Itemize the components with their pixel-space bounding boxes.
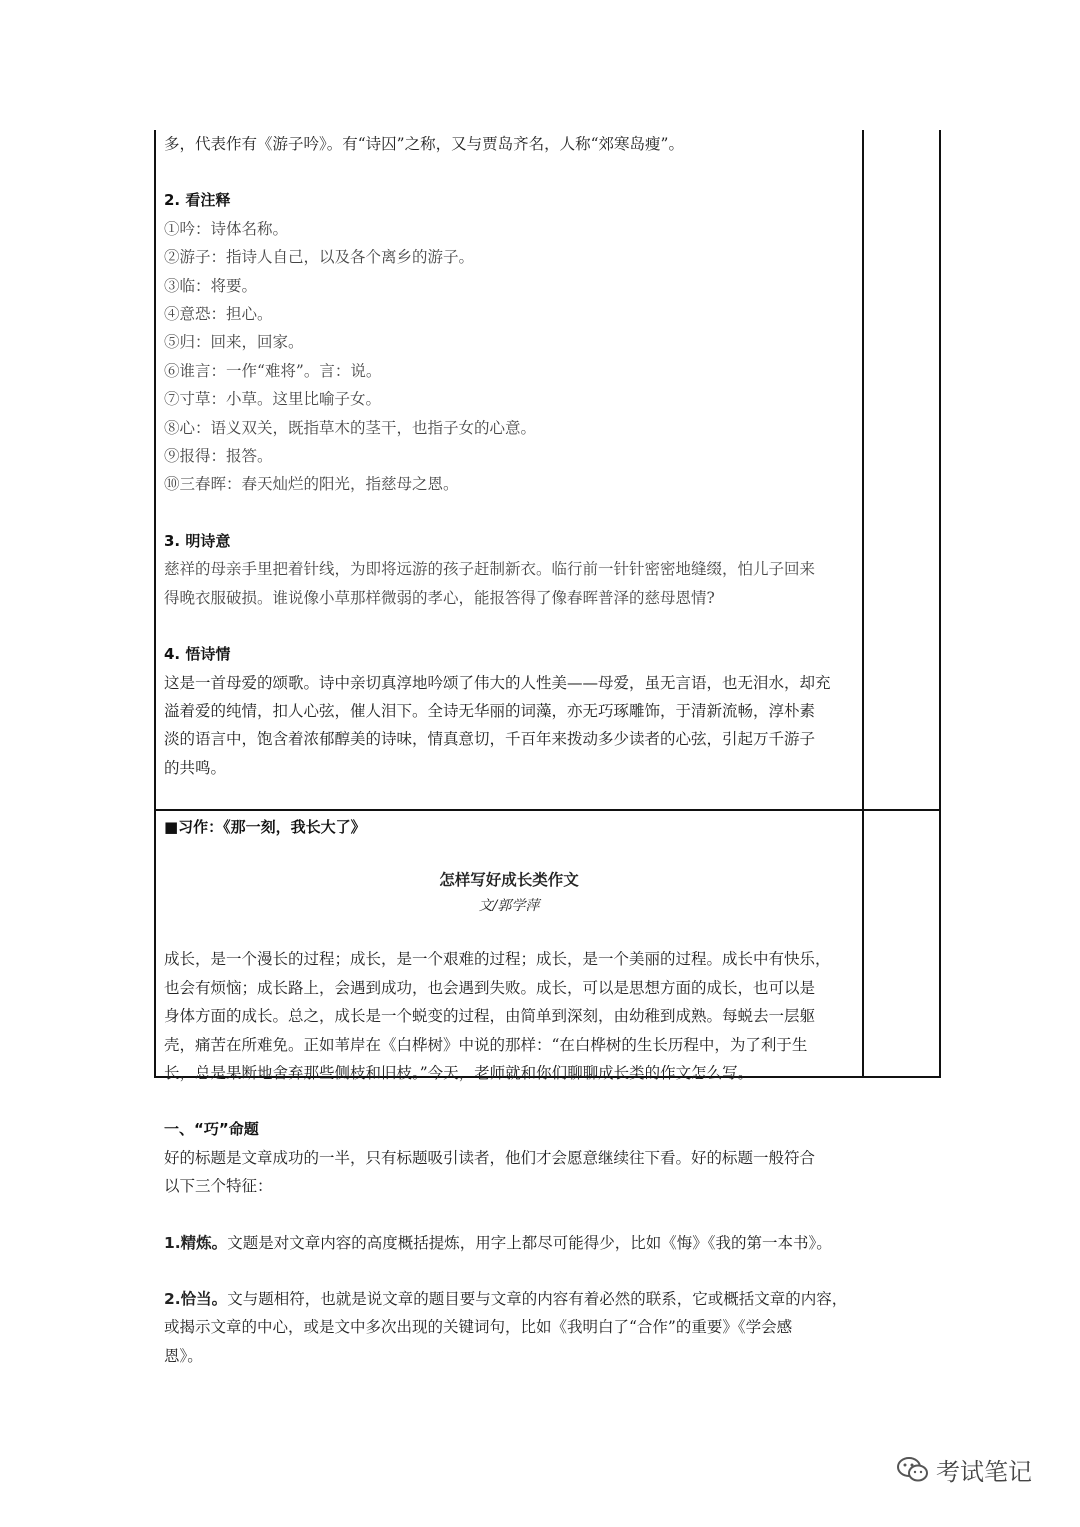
note-item: ⑥谁言：一作“难将”。言：说。 <box>164 361 382 380</box>
wechat-icon <box>896 1456 930 1484</box>
note-item: ⑨报得：报答。 <box>164 447 273 466</box>
intro-line: 长，总是果断地舍弃那些侧枝和旧枝。”今天，老师就和你们聊聊成长类的作文怎么写。 <box>164 1064 754 1083</box>
meaning-heading: 3. 明诗意 <box>164 531 231 550</box>
feeling-heading: 4. 悟诗情 <box>164 645 231 664</box>
notes-heading: 2. 看注释 <box>164 191 231 210</box>
feeling-line: 溢着爱的纯情，扣人心弦，催人泪下。全诗无华丽的词藻，亦无巧琢雕饰，于清新流畅，淳朴素 <box>164 701 816 720</box>
intro-line: 成长，是一个漫长的过程；成长，是一个艰难的过程；成长，是一个美丽的过程。成长中有快乐， <box>164 950 831 969</box>
note-item: ①吟：诗体名称。 <box>164 219 289 238</box>
composition-label: ■习作：《那一刻，我长大了》 <box>164 818 366 836</box>
point2-lead: 2.恰当。 <box>164 1290 228 1309</box>
author-intro-line: 多，代表作有《游子吟》。有“诗囚”之称，又与贾岛齐名，人称“郊寒岛瘦”。 <box>164 135 684 153</box>
meaning-line: 慈祥的母亲手里把着针线，为即将远游的孩子赶制新衣。临行前一针针密密地缝缀，怕儿子回来 <box>164 560 816 579</box>
meaning-line: 得晚衣服破损。谁说像小草那样微弱的孝心，能报答得了像春晖普泽的慈母恩情? <box>164 588 715 607</box>
table-left-border-lower <box>154 811 156 1078</box>
note-item: ③临：将要。 <box>164 276 258 295</box>
note-item: ④意恐：担心。 <box>164 305 273 324</box>
point1-text: 文题是对文章内容的高度概括提炼，用字上都尽可能得少，比如《悔》《我的第一本书》。 <box>227 1233 832 1252</box>
note-item: ⑦寸草：小草。这里比喻子女。 <box>164 390 382 409</box>
article-author: 文/郭学萍 <box>478 898 540 915</box>
part1-line: 好的标题是文章成功的一半，只有标题吸引读者，他们才会愿意继续往下看。好的标题一般符合 <box>164 1148 816 1167</box>
point2 <box>164 1285 854 1313</box>
feeling-line: 这是一首母爱的颂歌。诗中亲切真淳地吟颂了伟大的人性美——母爱，虽无言语，也无泪水，却充 <box>164 673 831 692</box>
watermark <box>896 1452 1032 1487</box>
part1-heading: 一、“巧”命题 <box>164 1120 259 1139</box>
table-divider <box>862 130 864 1078</box>
note-item: ⑩三春晖：春天灿烂的阳光，指慈母之恩。 <box>164 475 459 494</box>
point2-line: 或揭示文章的中心，或是文中多次出现的关键词句，比如《我明白了“合作”的重要》《学会感 <box>164 1318 793 1337</box>
note-item: ⑧心：语义双关，既指草木的茎干，也指子女的心意。 <box>164 418 537 437</box>
poem-notes-cell <box>164 130 854 782</box>
article-title: 怎样写好成长类作文 <box>439 871 579 890</box>
intro-line: 壳，痛苦在所难免。正如苇岸在《白桦树》中说的那样：“在白桦树的生长历程中，为了利于生 <box>164 1035 808 1054</box>
part1-line: 以下三个特征： <box>164 1177 273 1196</box>
feeling-line: 的共鸣。 <box>164 758 227 777</box>
watermark-text: 考试笔记 <box>936 1458 1032 1486</box>
composition-cell <box>164 813 854 1370</box>
table-right-border <box>939 130 941 1078</box>
table-row-divider <box>154 809 941 811</box>
point1 <box>164 1229 854 1257</box>
feeling-line: 淡的语言中，饱含着浓郁醇美的诗味，情真意切，千百年来拨动多少读者的心弦，引起万千游子 <box>164 730 816 749</box>
table-left-border <box>154 130 156 813</box>
intro-line: 也会有烦恼；成长路上，会遇到成功，也会遇到失败。成长，可以是思想方面的成长，也可以是 <box>164 978 816 997</box>
intro-line: 身体方面的成长。总之，成长是一个蜕变的过程，由简单到深刻，由幼稚到成熟。每蜕去一层躯 <box>164 1007 816 1026</box>
point2-text: 文与题相符，也就是说文章的题目要与文章的内容有着必然的联系，它或概括文章的内容， <box>227 1290 848 1309</box>
point1-lead: 1.精炼。 <box>164 1233 228 1252</box>
note-item: ⑤归：回来，回家。 <box>164 333 304 352</box>
note-item: ②游子：指诗人自己，以及各个离乡的游子。 <box>164 248 475 267</box>
point2-line: 恩》。 <box>164 1346 203 1365</box>
